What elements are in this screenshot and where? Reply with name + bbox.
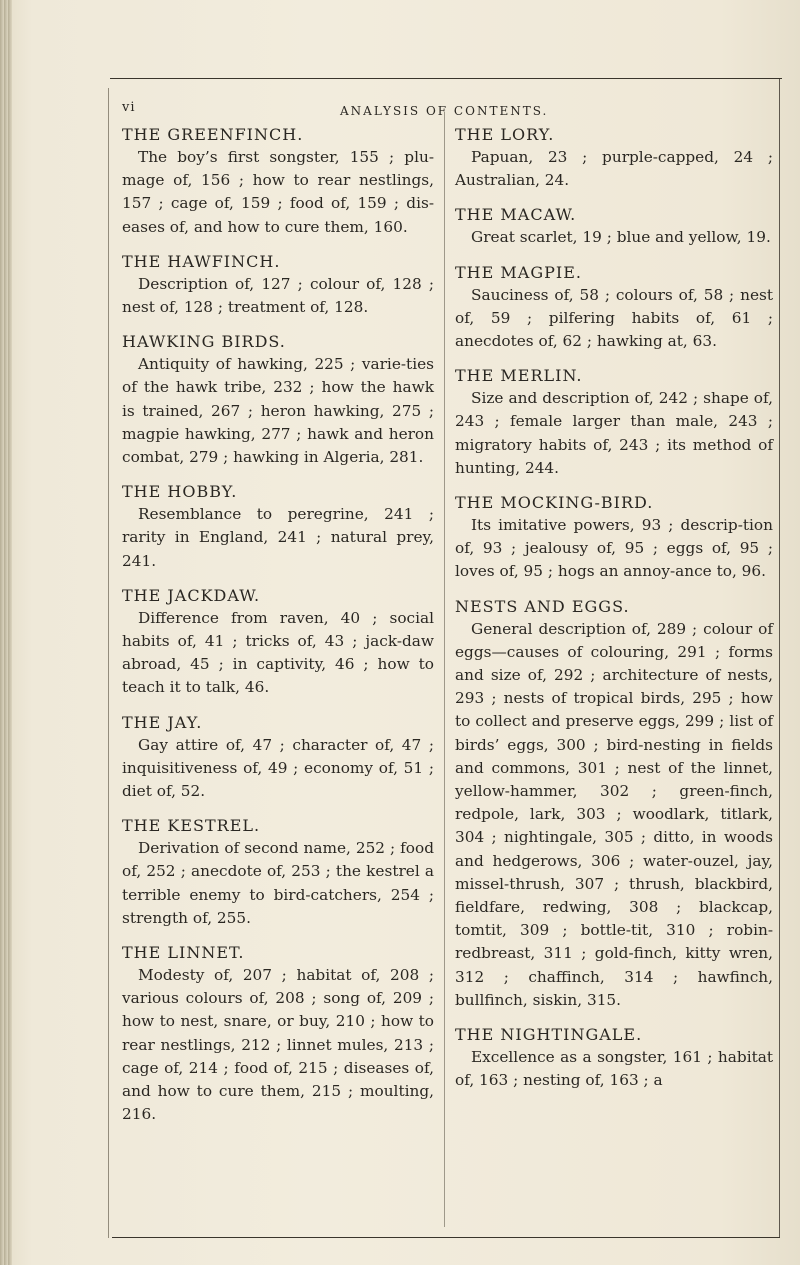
entry-text: General description of, 289 ; colour of eggs—causes of colouring, 291 ; forms and size of, 292 ; architecture of nests, 293 ; nests of tropical birds, 295 ; how to collect and preserve eggs, 299 ; list of birds’ eggs, 300 ; bird-nesting in fields and commons, 301 ; nest of the linnet, yellow-hammer, 302 ; green-finch, redpole, lark, 303 ; woodlark, titlark, 304 ; nightingale, 305 ; ditto, in woods and hedgerows, 306 ; water-ouzel, jay, missel-thrush, 307 ; thrush, blackbird, fieldfare, redwing, 308 ; blackcap, tomtit, 309 ; bottle-tit, 310 ; robin-redbreast, 311 ; gold-finch, kitty wren, 312 ; chaffinch, 314 ; hawfinch, bullfinch, siskin, 315. (455, 619, 773, 1009)
page-number: vi (122, 100, 136, 115)
entry-heading: THE MACAW. (455, 205, 577, 225)
index-entry (122, 712, 434, 804)
index-entry (122, 331, 434, 469)
column-divider (444, 112, 445, 1227)
index-entry (455, 492, 773, 584)
entry-text: Gay attire of, 47 ; character of, 47 ; inquisitiveness of, 49 ; economy of, 51 ; diet of, 52. (122, 735, 434, 801)
index-entry (122, 942, 434, 1126)
entry-text: Papuan, 23 ; purple-capped, 24 ; Australian, 24. (455, 148, 773, 190)
entry-heading: THE MERLIN. (455, 366, 583, 386)
entry-heading: THE JACKDAW. (122, 585, 261, 605)
entry-heading: THE HAWFINCH. (122, 251, 281, 271)
bottom-rule (112, 1237, 780, 1238)
right-rule (779, 78, 780, 1238)
entry-text: Sauciness of, 58 ; colours of, 58 ; nest of, 59 ; pilfering habits of, 61 ; anecdotes of, 62 ; hawking at, 63. (455, 285, 773, 351)
index-entry (122, 481, 434, 573)
entry-heading: NESTS AND EGGS. (455, 596, 630, 616)
index-entry (455, 596, 773, 1012)
entry-heading: HAWKING BIRDS. (122, 332, 286, 352)
entry-text: The boy’s first songster, 155 ; plu-mage of, 156 ; how to rear nestlings, 157 ; cage of, 159 ; food of, 159 ; dis-eases of, and how to cure them, 160. (122, 148, 434, 236)
entry-heading: THE KESTREL. (122, 816, 261, 836)
entry-heading: THE GREENFINCH. (122, 125, 304, 144)
index-entry (122, 585, 434, 700)
entry-text: Antiquity of hawking, 225 ; varie-ties of the hawk tribe, 232 ; how the hawk is trained, 267 ; heron hawking, 275 ; magpie hawking, 277 ; hawk and heron combat, 279 ; hawking in Algeria, 281. (122, 355, 434, 467)
entry-text: Excellence as a songster, 161 ; habitat of, 163 ; nesting of, 163 ; a (455, 1048, 773, 1090)
entry-heading: THE MAGPIE. (455, 262, 582, 282)
entry-text: Size and description of, 242 ; shape of, 243 ; female larger than male, 243 ; migratory habits of, 243 ; its method of hunting, 244. (455, 389, 773, 477)
entry-text: Its imitative powers, 93 ; descrip-tion of, 93 ; jealousy of, 95 ; eggs of, 95 ; loves of, 95 ; hogs an annoy-ance to, 96. (455, 516, 773, 581)
entry-heading: THE LORY. (455, 125, 555, 144)
entry-heading: THE NIGHTINGALE. (455, 1025, 643, 1045)
entry-heading: THE HOBBY. (122, 482, 238, 502)
index-entry (455, 1024, 773, 1092)
entry-text: Difference from raven, 40 ; social habits of, 41 ; tricks of, 43 ; jack-daw abroad, 45 ; in captivity, 46 ; how to teach it to talk, 46. (122, 608, 434, 697)
left-column (122, 124, 434, 1139)
entry-text: Derivation of second name, 252 ; food of, 252 ; anecdote of, 253 ; the kestrel a terrible enemy to bird-catchers, 254 ; strength of, 255. (122, 839, 434, 927)
index-entry (455, 124, 773, 192)
entry-text: Modesty of, 207 ; habitat of, 208 ; various colours of, 208 ; song of, 209 ; how to nest, snare, or buy, 210 ; how to rear nestlings, 212 ; linnet mules, 213 ; cage of, 214 ; food of, 215 ; diseases of, and how to cure them, 215 ; moulting, 216. (122, 966, 434, 1124)
entry-heading: THE JAY. (122, 712, 203, 732)
index-entry (122, 815, 434, 930)
top-rule (110, 78, 782, 79)
left-rule (108, 88, 109, 1238)
entry-heading: THE LINNET. (122, 943, 245, 963)
entry-text: Resemblance to peregrine, 241 ; rarity in England, 241 ; natural prey, 241. (122, 505, 434, 570)
right-column (455, 124, 773, 1105)
binding-edge (0, 0, 12, 1265)
entry-heading: THE MOCKING-BIRD. (455, 493, 654, 513)
entry-text: Great scarlet, 19 ; blue and yellow, 19. (471, 228, 771, 247)
index-entry (122, 251, 434, 319)
entry-text: Description of, 127 ; colour of, 128 ; nest of, 128 ; treatment of, 128. (122, 274, 434, 317)
index-entry (455, 365, 773, 480)
index-entry (122, 124, 434, 239)
index-entry (455, 262, 773, 354)
running-head: ANALYSIS OF CONTENTS. (340, 104, 549, 118)
index-entry (455, 204, 773, 249)
